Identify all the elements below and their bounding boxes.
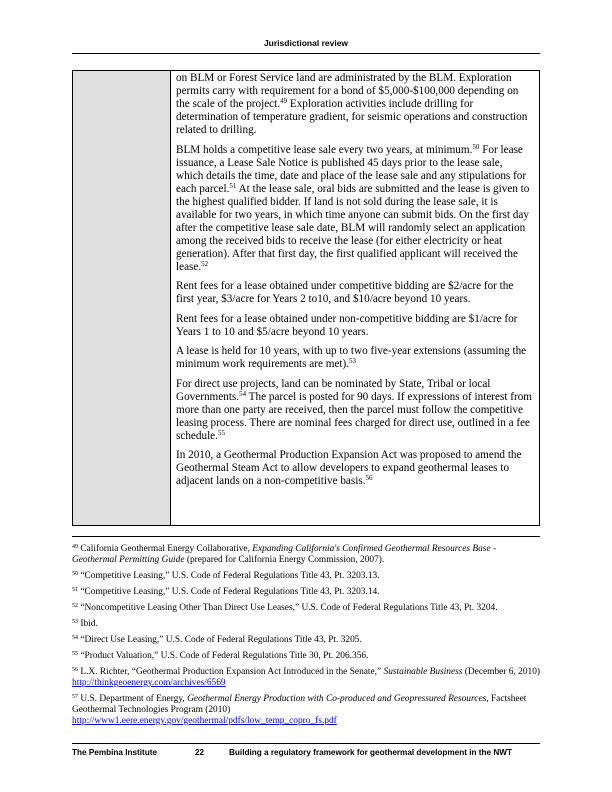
- paragraph-bond: on BLM or Forest Service land are administrated by the BLM. Exploration permits carry with requirement for a bond of $5,000-$100,000 depending on the scale of the project.$^{49}$ Exploration activities include drilling for determination of temperature gradient, for seismic operations and construction related to drilling.: [176, 72, 528, 136]
- paragraph-lease-term: A lease is held for 10 years, with up to two five-year extensions (assuming the minimum work requirements are met).$^{53}$: [176, 345, 527, 370]
- footnote-ref: 50: [472, 142, 480, 151]
- footnote-56: $^{56}$ L.X. Richter, “Geothermal Production Expansion Act Introduced in the Senate,” Sustainable Business (December 6, 2010) http://thinkgeoenergy.com/archives/6569: [72, 667, 541, 688]
- footnote-ref: 54: [239, 389, 247, 398]
- paragraph-lease-sale: BLM holds a competitive lease sale every two years, at minimum.$^{50}$ For lease issuance, a Lease Sale Notice is published 45 days prior to the lease sale, which details the time, date and place of the lease sale and any stipulations for each parcel.$^{51}$ At the lease sale, oral bids are submitted and the lease is given to the highest qualified bidder. If land is not sold during the lease sale, it is available for two years, in which time anyone can submit bids. On the first day after the competitive lease sale date, BLM will randomly select an application among the received bids to receive the lease (for either electricity or heat generation). After that first day, the first qualified applicant will received the lease.$^{52}$: [176, 142, 530, 273]
- footnotes: [72, 544, 542, 732]
- table-right-cell: [176, 72, 532, 495]
- footnote-ref: 53: [349, 357, 357, 365]
- running-header: Jurisdictional review: [263, 38, 349, 48]
- paragraph-competitive-rent: Rent fees for a lease obtained under competitive bidding are $2/acre for the first year, $3/acre for Years 2 to10, and $10/acre beyond 10 years.: [176, 280, 514, 305]
- footnote-rule: [72, 536, 540, 537]
- content-table: [72, 70, 540, 526]
- footnote-53: $^{53}$ Ibid.: [72, 619, 98, 629]
- paragraph-expansion-act: In 2010, a Geothermal Production Expansion Act was proposed to amend the Geothermal Steam Act to allow developers to expand geothermal leases to adjacent lands on a non-competitive basis.$^{56}$: [176, 449, 522, 487]
- footnote-54: $^{54}$ “Direct Use Leasing,” U.S. Code of Federal Regulations Title 43, Pt. 3205.: [72, 635, 362, 645]
- footer-document-title: Building a regulatory framework for geothermal development in the NWT: [229, 748, 512, 757]
- page-number: 22: [195, 748, 205, 757]
- footnote-57: $^{57}$ U.S. Department of Energy, Geothermal Energy Production with Co-produced and Geopressured Resources, Factsheet Geothermal Technologies Program (2010) http://www1.eere.energy.gov/geothermal/pdfs/low_temp_copro_fs.pdf: [72, 694, 527, 726]
- footnote-55: $^{55}$ “Product Valuation,” U.S. Code of Federal Regulations Title 30, Pt. 206.356.: [72, 651, 369, 661]
- footnote-50: $^{50}$ “Competitive Leasing,” U.S. Code of Federal Regulations Title 43, Pt. 3203.13.: [72, 571, 380, 581]
- table-left-cell: [73, 71, 171, 525]
- footnote-51: $^{51}$ “Competitive Leasing,” U.S. Code of Federal Regulations Title 43, Pt. 3203.14.: [72, 587, 380, 597]
- footnote-ref: 56: [365, 474, 373, 482]
- footnote-52: $^{52}$ “Noncompetitive Leasing Other Than Direct Use Leases,” U.S. Code of Federal Regulations Title 43, Pt. 3204.: [72, 603, 498, 613]
- paragraph-direct-use: For direct use projects, land can be nominated by State, Tribal or local Governments.$^{54}$ The parcel is posted for 90 days. If expressions of interest from more than one party are received, then the parcel must follow the competitive leasing process. There are nominal fees charged for direct use, outlined in a fee schedule.$^{55}$: [176, 377, 533, 442]
- footnote-57-link[interactable]: http://www1.eere.energy.gov/geothermal/pdfs/low_temp_copro_fs.pdf: [72, 716, 337, 726]
- footer-rule: [72, 743, 540, 744]
- footnote-ref: 51: [229, 181, 237, 190]
- header-rule: [72, 53, 540, 54]
- footnote-ref: 52: [201, 259, 209, 268]
- footnote-ref: 49: [280, 97, 288, 105]
- footnote-56-link[interactable]: http://thinkgeoenergy.com/archives/6569: [72, 678, 226, 688]
- footer-organization: The Pembina Institute: [72, 748, 158, 757]
- paragraph-noncompetitive-rent: Rent fees for a lease obtained under non-competitive bidding are $1/acre for Years 1 to 10 and $5/acre beyond 10 years.: [176, 312, 518, 338]
- footnote-ref: 55: [217, 428, 225, 437]
- footnote-49: $^{49}$ California Geothermal Energy Collaborative, Expanding California's Confirmed Geothermal Resources Base - Geothermal Permitting Guide (prepared for California Energy Commission, 2007).: [72, 544, 497, 565]
